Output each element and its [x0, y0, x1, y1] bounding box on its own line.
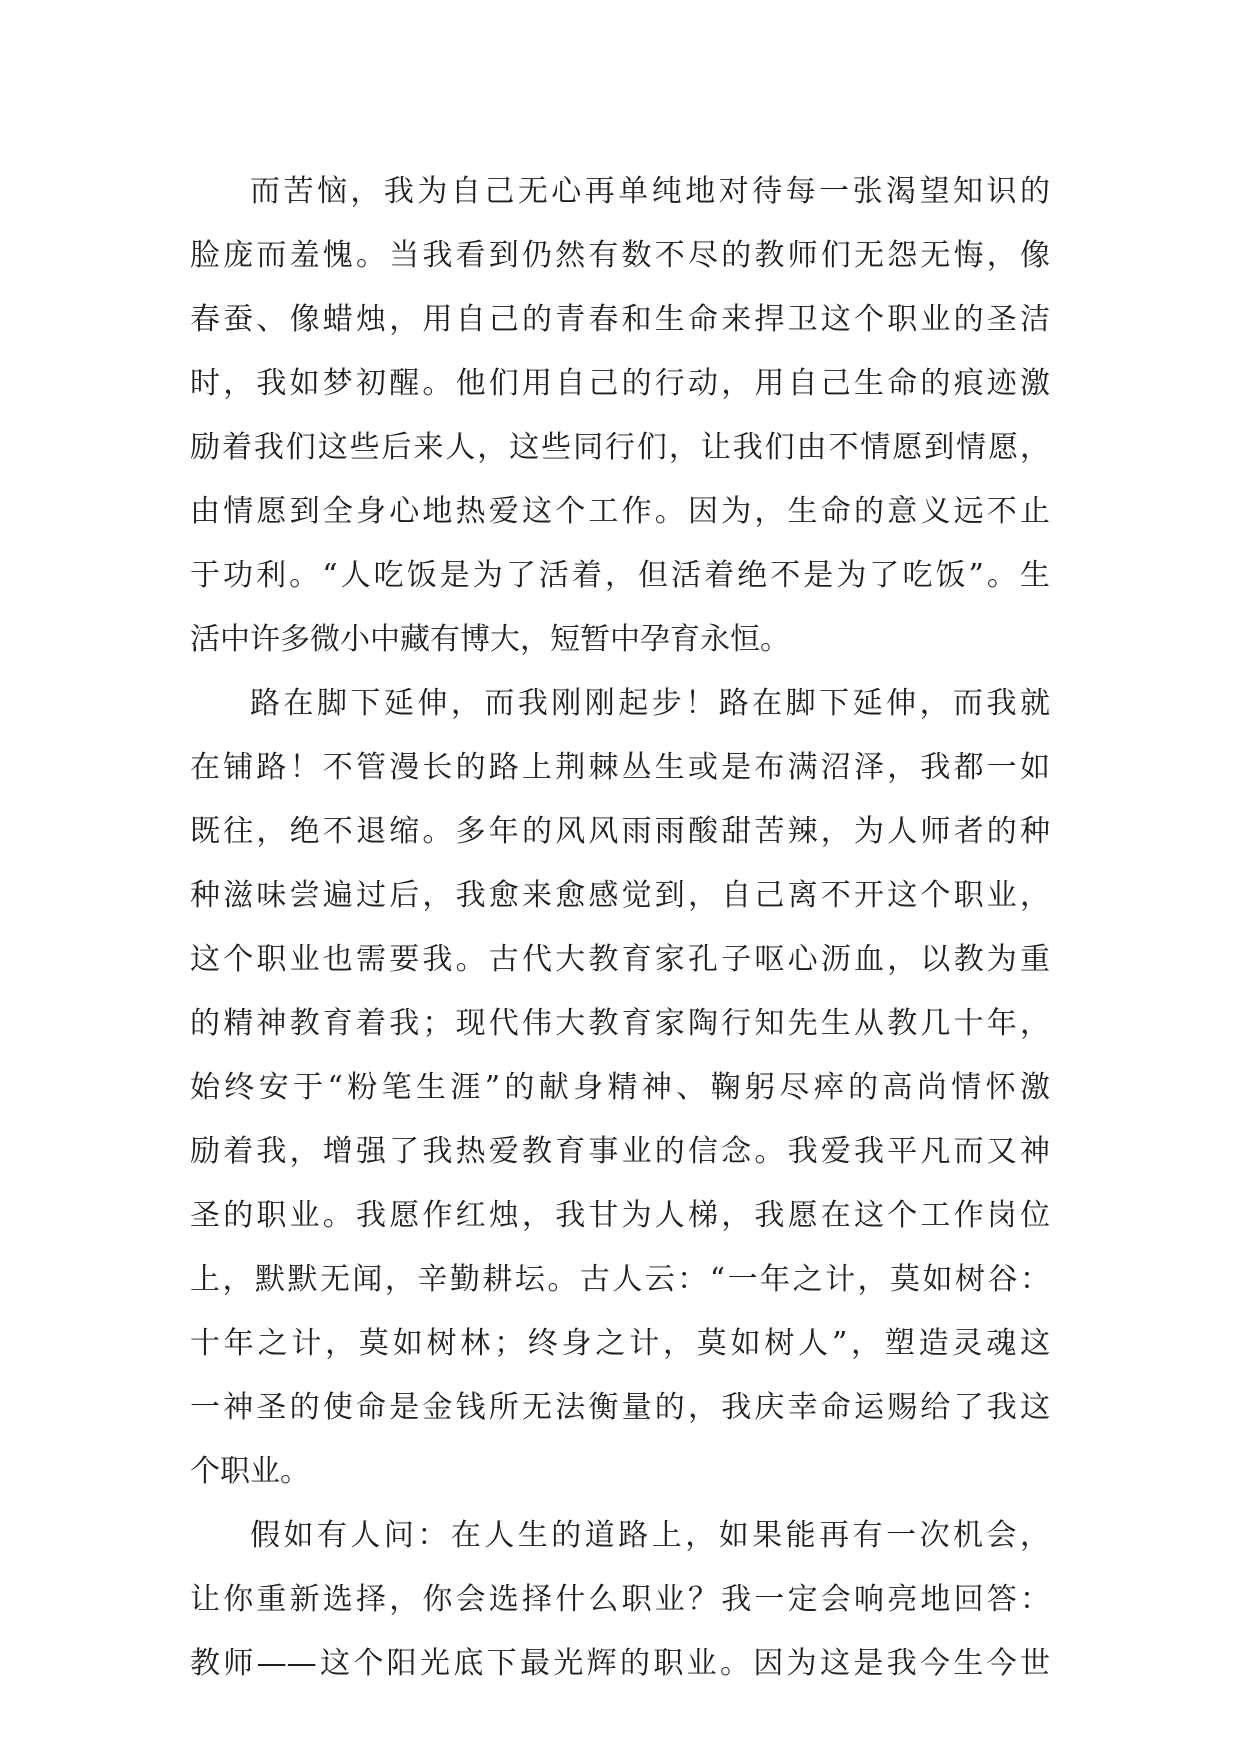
paragraph-first-line: 假如有人问：在人生的道路上，如果能再有一次机会，	[250, 1518, 1050, 1553]
text-line: 脸庞而羞愧。当我看到仍然有数不尽的教师们无怨无悔，像	[190, 238, 1050, 273]
paragraph-first-line: 路在脚下延伸，而我刚刚起步！路在脚下延伸，而我就	[250, 686, 1050, 721]
body-text	[190, 160, 1050, 1696]
text-line: 一神圣的使命是金钱所无法衡量的，我庆幸命运赐给了我这	[190, 1390, 1050, 1425]
text-line: 上，默默无闻，辛勤耕坛。古人云：“一年之计，莫如树谷：	[190, 1262, 1050, 1297]
paragraph-first-line: 而苦恼，我为自己无心再单纯地对待每一张渴望知识的	[250, 174, 1050, 209]
text-line: 教师——这个阳光底下最光辉的职业。因为这是我今生今世	[190, 1646, 1050, 1681]
text-line: 在铺路！不管漫长的路上荆棘丛生或是布满沼泽，我都一如	[190, 750, 1050, 785]
text-line: 的精神教育着我；现代伟大教育家陶行知先生从教几十年，	[190, 1006, 1050, 1041]
text-line: 圣的职业。我愿作红烛，我甘为人梯，我愿在这个工作岗位	[190, 1198, 1050, 1233]
text-line: 个职业。	[190, 1454, 310, 1489]
text-line: 这个职业也需要我。古代大教育家孔子呕心沥血，以教为重	[190, 942, 1050, 977]
text-line: 种滋味尝遍过后，我愈来愈感觉到，自己离不开这个职业，	[190, 878, 1050, 913]
text-line: 励着我们这些后来人，这些同行们，让我们由不情愿到情愿，	[190, 430, 1050, 465]
text-line: 时，我如梦初醒。他们用自己的行动，用自己生命的痕迹激	[190, 366, 1050, 401]
text-line: 既往，绝不退缩。多年的风风雨雨酸甜苦辣，为人师者的种	[190, 814, 1050, 849]
text-line: 于功利。“人吃饭是为了活着，但活着绝不是为了吃饭”。生	[190, 558, 1050, 593]
text-line: 始终安于“粉笔生涯”的献身精神、鞠躬尽瘁的高尚情怀激	[190, 1070, 1050, 1105]
text-line: 春蚕、像蜡烛，用自己的青春和生命来捍卫这个职业的圣洁	[190, 302, 1050, 337]
text-line: 让你重新选择，你会选择什么职业？我一定会响亮地回答：	[190, 1582, 1050, 1617]
text-line: 十年之计，莫如树林；终身之计，莫如树人”，塑造灵魂这	[190, 1326, 1050, 1361]
text-line: 活中许多微小中藏有博大，短暂中孕育永恒。	[190, 622, 790, 657]
text-line: 由情愿到全身心地热爱这个工作。因为，生命的意义远不止	[190, 494, 1050, 529]
text-line: 励着我，增强了我热爱教育事业的信念。我爱我平凡而又神	[190, 1134, 1050, 1169]
